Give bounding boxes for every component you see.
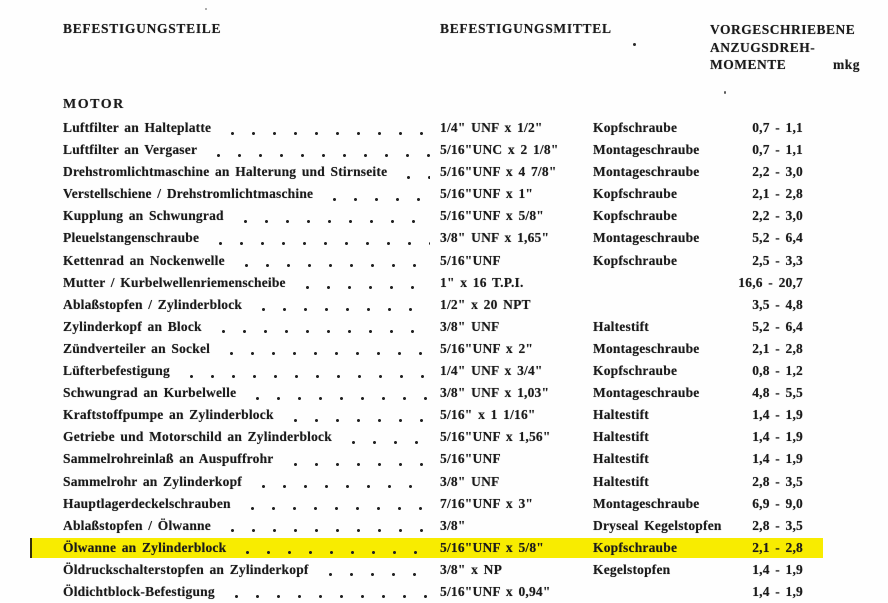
table-row [63, 316, 803, 338]
fastener-type [593, 272, 723, 294]
part-cell [63, 559, 440, 581]
fastener-type [593, 294, 723, 316]
part-name: Sammelrohr an Zylinderkopf [63, 473, 242, 489]
part-name: Zylinderkopf an Block [63, 318, 202, 334]
torque-header-line3: MOMENTE [710, 57, 787, 72]
torque-value: 1,4 - 1,9 [752, 451, 803, 467]
table-row [63, 493, 803, 515]
part-name: Kupplung an Schwungrad [63, 208, 224, 224]
part-name: Pleuelstangenschraube [63, 230, 200, 246]
table-row [63, 537, 803, 559]
part-name: Zündverteiler an Sockel [63, 340, 211, 356]
part-name: Verstellschiene / Drehstromlichtmaschine [63, 186, 314, 202]
part-name: Drehstromlichtmaschine an Halterung und Stirnseite [63, 164, 388, 180]
fastener-size: 3/8" UNF x 1,65" [440, 230, 550, 246]
column-header-torque [710, 21, 860, 74]
fastener-size: 5/16"UNF x 0,94" [440, 583, 551, 599]
dot-leader [206, 139, 430, 161]
dot-leader [283, 404, 430, 426]
torque-value: 2,1 - 2,8 [752, 539, 803, 555]
torque-value: 2,2 - 3,0 [752, 208, 803, 224]
torque-value: 2,1 - 2,8 [752, 340, 803, 356]
fastener-type: Haltestift [593, 429, 649, 445]
part-name: Lüfterbefestigung [63, 363, 170, 379]
torque-value: 0,7 - 1,1 [752, 120, 803, 135]
part-cell [63, 471, 440, 493]
dot-leader [251, 471, 430, 493]
table-row [63, 294, 803, 316]
torque-value: 1,4 - 1,9 [752, 583, 803, 599]
table-row [63, 360, 803, 382]
part-name: Ablaßstopfen / Ölwanne [63, 517, 211, 533]
torque-unit-label: mkg [832, 57, 860, 72]
fastener-size: 3/8" UNF [440, 318, 500, 334]
fastener-type: Montageschraube [593, 230, 700, 246]
torque-value: 2,5 - 3,3 [752, 252, 803, 268]
torque-value: 2,2 - 3,0 [752, 164, 803, 180]
fastener-type: Kopfschraube [593, 363, 678, 379]
torque-spec-table [63, 117, 803, 603]
dot-leader [234, 250, 430, 272]
part-name: Luftfilter an Halteplatte [63, 120, 212, 135]
fastener-size: 1/4" UNF x 1/2" [440, 120, 543, 135]
dot-leader [283, 448, 431, 470]
torque-value: 2,8 - 3,5 [752, 473, 803, 489]
column-header-fasteners: BEFESTIGUNGSMITTEL [440, 21, 612, 36]
part-cell [63, 161, 440, 183]
table-row [63, 382, 803, 404]
fastener-size: 3/8" [440, 517, 466, 533]
part-cell [63, 382, 440, 404]
part-name: Schwungrad an Kurbelwelle [63, 385, 237, 401]
part-cell [63, 360, 440, 382]
table-row [63, 338, 803, 360]
dot-leader [240, 493, 430, 515]
dot-leader [208, 227, 430, 249]
table-row [63, 426, 803, 448]
part-cell [63, 316, 440, 338]
scan-artifact [724, 91, 726, 94]
part-cell [63, 338, 440, 360]
fastener-type: Haltestift [593, 473, 649, 489]
torque-value: 1,4 - 1,9 [752, 407, 803, 423]
dot-leader [179, 360, 430, 382]
table-row [63, 515, 803, 537]
torque-header-line1: VORGESCHRIEBENE [710, 22, 856, 37]
table-row [63, 117, 803, 139]
part-name: Kettenrad an Nockenwelle [63, 252, 225, 268]
part-cell [63, 183, 440, 205]
dot-leader [219, 338, 430, 360]
dot-leader [220, 515, 430, 537]
part-name: Sammelrohreinlaß an Auspuffrohr [63, 451, 274, 467]
fastener-type: Montageschraube [593, 164, 700, 180]
torque-value: 5,2 - 6,4 [752, 230, 803, 246]
torque-value: 1,4 - 1,9 [752, 561, 803, 577]
part-name: Öldichtblock-Befestigung [63, 583, 215, 599]
table-row [63, 448, 803, 470]
part-name: Luftfilter an Vergaser [63, 142, 198, 158]
part-cell [63, 493, 440, 515]
fastener-size: 1" x 16 T.P.I. [440, 274, 524, 290]
dot-leader [396, 161, 430, 183]
scan-artifact [205, 8, 207, 10]
scan-artifact [633, 43, 636, 46]
fastener-type: Haltestift [593, 318, 649, 334]
fastener-type: Montageschraube [593, 340, 700, 356]
fastener-type: Kopfschraube [593, 539, 678, 555]
torque-value: 0,7 - 1,1 [752, 142, 803, 158]
part-cell [63, 117, 440, 139]
torque-value: 2,1 - 2,8 [752, 186, 803, 202]
dot-leader [245, 382, 430, 404]
dot-leader [341, 426, 430, 448]
fastener-size: 7/16"UNF x 3" [440, 495, 534, 511]
torque-value: 4,8 - 5,5 [752, 385, 803, 401]
table-row [63, 250, 803, 272]
torque-value: 1,4 - 1,9 [752, 429, 803, 445]
torque-value: 0,8 - 1,2 [752, 363, 803, 379]
part-name: Mutter / Kurbelwellenriemenscheibe [63, 274, 286, 290]
part-cell [63, 205, 440, 227]
fastener-size: 1/4" UNF x 3/4" [440, 363, 543, 379]
dot-leader [295, 272, 430, 294]
part-cell [63, 227, 440, 249]
part-cell [63, 537, 440, 559]
fastener-type: Montageschraube [593, 385, 700, 401]
fastener-type: Kopfschraube [593, 186, 678, 202]
dot-leader [318, 559, 430, 581]
part-cell [63, 581, 440, 603]
table-row [63, 272, 803, 294]
torque-value: 2,8 - 3,5 [752, 517, 803, 533]
fastener-type: Haltestift [593, 407, 649, 423]
fastener-type: Haltestift [593, 451, 649, 467]
torque-value: 3,5 - 4,8 [752, 296, 803, 312]
table-row [63, 404, 803, 426]
part-name: Ablaßstopfen / Zylinderblock [63, 296, 243, 312]
table-row [63, 581, 803, 603]
fastener-type: Kopfschraube [593, 208, 678, 224]
torque-header-line2: ANZUGSDREH- [710, 39, 816, 55]
fastener-size: 5/16"UNF [440, 451, 501, 467]
fastener-size: 5/16"UNF x 4 7/8" [440, 164, 557, 180]
part-name: Kraftstoffpumpe an Zylinderblock [63, 407, 274, 423]
part-cell [63, 272, 440, 294]
fastener-size: 3/8" x NP [440, 561, 503, 577]
part-cell [63, 448, 440, 470]
part-cell [63, 294, 440, 316]
fastener-size: 3/8" UNF [440, 473, 500, 489]
torque-value: 16,6 - 20,7 [738, 274, 803, 290]
fastener-size: 3/8" UNF x 1,03" [440, 385, 550, 401]
table-row [63, 161, 803, 183]
table-row [63, 227, 803, 249]
column-header-parts: BEFESTIGUNGSTEILE [63, 21, 222, 36]
part-cell [63, 404, 440, 426]
fastener-size: 5/16"UNF x 2" [440, 340, 534, 356]
fastener-size: 5/16"UNF [440, 252, 501, 268]
dot-leader [233, 205, 430, 227]
dot-leader [251, 294, 430, 316]
fastener-type: Dryseal Kegelstopfen [593, 517, 722, 533]
torque-value: 5,2 - 6,4 [752, 318, 803, 334]
fastener-type: Kopfschraube [593, 252, 678, 268]
fastener-size: 5/16"UNC x 2 1/8" [440, 142, 559, 158]
fastener-type: Kopfschraube [593, 120, 678, 135]
part-cell [63, 515, 440, 537]
table-row [63, 183, 803, 205]
dot-leader [220, 117, 430, 139]
part-cell [63, 139, 440, 161]
fastener-size: 5/16"UNF x 5/8" [440, 539, 544, 555]
fastener-type: Kegelstopfen [593, 561, 671, 577]
part-name: Hauptlagerdeckelschrauben [63, 495, 231, 511]
table-row [63, 559, 803, 581]
dot-leader [322, 183, 430, 205]
fastener-size: 5/16" x 1 1/16" [440, 407, 536, 423]
part-cell [63, 250, 440, 272]
dot-leader [224, 581, 430, 603]
fastener-type: Montageschraube [593, 142, 700, 158]
dot-leader [211, 316, 430, 338]
fastener-size: 5/16"UNF x 1,56" [440, 429, 551, 445]
dot-leader [235, 537, 430, 559]
part-name: Getriebe und Motorschild an Zylinderblock [63, 429, 332, 445]
table-row [63, 471, 803, 493]
fastener-size: 1/2" x 20 NPT [440, 296, 531, 312]
part-cell [63, 426, 440, 448]
section-title-motor: MOTOR [63, 97, 125, 112]
torque-value: 6,9 - 9,0 [752, 495, 803, 511]
part-name: Öldruckschalterstopfen an Zylinderkopf [63, 561, 309, 577]
fastener-type [593, 581, 723, 603]
fastener-size: 5/16"UNF x 1" [440, 186, 534, 202]
table-row [63, 205, 803, 227]
fastener-type: Montageschraube [593, 495, 700, 511]
part-name: Ölwanne an Zylinderblock [63, 539, 227, 555]
fastener-size: 5/16"UNF x 5/8" [440, 208, 544, 224]
table-row [63, 139, 803, 161]
